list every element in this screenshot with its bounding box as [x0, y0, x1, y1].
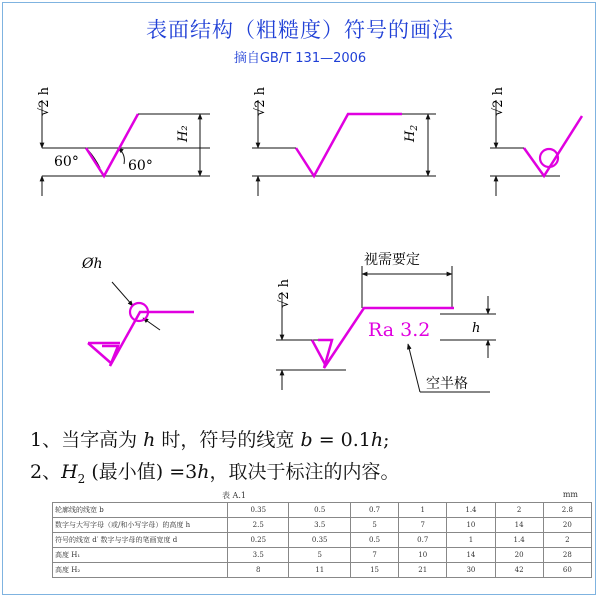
table-row-label: 高度 H₁: [53, 548, 228, 563]
fig5-h-label: h: [472, 321, 481, 336]
table-cell: 1: [447, 533, 495, 548]
table-cell: 15: [350, 563, 398, 578]
table-cell: 5: [350, 518, 398, 533]
table-unit: mm: [562, 490, 578, 499]
table-cell: 7: [350, 548, 398, 563]
table-row: [53, 503, 592, 518]
table-cell: 2.5: [228, 518, 289, 533]
table-row: [53, 518, 592, 533]
table-cell: 20: [495, 548, 543, 563]
table-cell: 1: [399, 503, 447, 518]
fig5-top-label: 视需要定: [364, 252, 420, 268]
table-cell: 0.35: [228, 503, 289, 518]
figure-circle-symbol: [490, 86, 582, 196]
table-cell: 5: [289, 548, 350, 563]
fig2-symbol: [296, 114, 402, 176]
table-cell: 0.5: [350, 533, 398, 548]
fig5-space-label: 空半格: [426, 376, 468, 392]
notes: [30, 424, 400, 495]
figure-all-around-symbol: [81, 256, 194, 366]
table-row-label: 轮廓线的线宽 b: [53, 503, 228, 518]
table-row: [53, 563, 592, 578]
table-row-label: 符号的线宽 d′ 数字与字母的笔画宽度 d: [53, 533, 228, 548]
table-row-label: 数字与大写字母（或/和小写字母）的高度 h: [53, 518, 228, 533]
table-cell: 2.8: [543, 503, 591, 518]
fig3-dim-label: √2 h: [491, 86, 506, 116]
table-cell: 3.5: [228, 548, 289, 563]
table-cell: 20: [543, 518, 591, 533]
figure-annotated-symbol: [276, 252, 496, 392]
table-cell: 60: [543, 563, 591, 578]
fig5-ra-text: Ra 3.2: [368, 319, 431, 341]
table-caption: 表 A.1: [222, 491, 246, 500]
table-cell: 8: [228, 563, 289, 578]
table-cell: 2: [543, 533, 591, 548]
table-cell: 0.7: [399, 533, 447, 548]
table-cell: 3.5: [289, 518, 350, 533]
fig1-dim-label: √2 h: [37, 86, 52, 116]
table-cell: 7: [399, 518, 447, 533]
table-cell: 14: [447, 548, 495, 563]
table-cell: 0.5: [289, 503, 350, 518]
fig2-h2-label: $H_2$: [403, 124, 420, 142]
table-cell: 0.35: [289, 533, 350, 548]
table-cell: 0.7: [350, 503, 398, 518]
table-cell: 42: [495, 563, 543, 578]
page-subtitle: 摘自GB/T 131—2006: [233, 51, 367, 66]
fig1-angle-right: 60°: [128, 158, 153, 174]
table-cell: 10: [447, 518, 495, 533]
page-title: 表面结构（粗糙度）符号的画法: [146, 18, 454, 42]
fig5-dim-label: √2 h: [277, 278, 292, 308]
table-row-label: 高度 H₂: [53, 563, 228, 578]
fig2-dim-label: √2 h: [253, 86, 268, 116]
figure-extended-symbol: [252, 86, 436, 196]
table-cell: 21: [399, 563, 447, 578]
table-body: [52, 502, 592, 578]
table-cell: 2: [495, 503, 543, 518]
table-cell: 28: [543, 548, 591, 563]
note-line-1: 1、当字高为 h 时，符号的线宽 b = 0.1h;: [30, 429, 390, 451]
table-cell: 14: [495, 518, 543, 533]
fig4-circle-label: Øh: [82, 256, 103, 272]
table-cell: 11: [289, 563, 350, 578]
fig1-h2-label: H₂: [176, 125, 191, 142]
table-cell: 10: [399, 548, 447, 563]
table-cell: 1.4: [495, 533, 543, 548]
note-line-2: 2、$H_2$ (最小值) =3h，取决于标注的内容。: [30, 461, 400, 486]
table-cell: 30: [447, 563, 495, 578]
dimension-table: [52, 490, 592, 578]
table-cell: 0.25: [228, 533, 289, 548]
table-row: [53, 548, 592, 563]
table-row: [53, 533, 592, 548]
fig1-angle-left: 60°: [54, 154, 79, 170]
table-cell: 1.4: [447, 503, 495, 518]
figure-basic-symbol-angles: [37, 86, 210, 196]
